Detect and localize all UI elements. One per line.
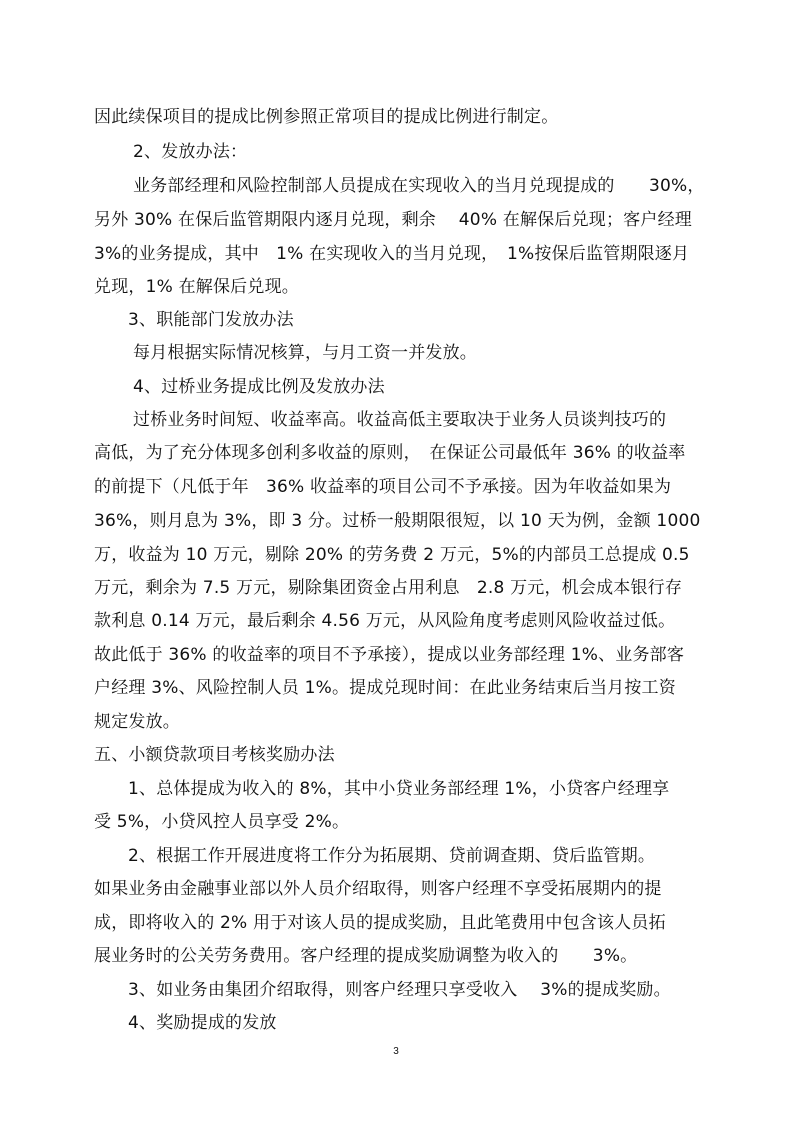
- section-heading: 4、过桥业务提成比例及发放办法: [133, 377, 385, 397]
- paragraph-line: 如果业务由金融事业部以外人员介绍取得，则客户经理不享受拓展期内的提: [94, 879, 662, 899]
- paragraph-line: 过桥业务时间短、收益率高。收益高低主要取决于业务人员谈判技巧的: [133, 410, 667, 430]
- paragraph-line: 展业务时的公关劳务费用。客户经理的提成奖励调整为收入的 3%。: [94, 946, 638, 966]
- paragraph-line: 每月根据实际情况核算，与月工资一并发放。: [133, 343, 477, 363]
- paragraph-line: 3、如业务由集团介绍取得，则客户经理只享受收入 3%的提成奖励。: [128, 980, 671, 1000]
- paragraph-line: 规定发放。: [94, 712, 180, 732]
- section-heading: 2、发放办法：: [133, 142, 248, 162]
- paragraph-line: 1、总体提成为收入的 8%，其中小贷业务部经理 1%，小贷客户经理享: [128, 779, 670, 799]
- paragraph-line: 因此续保项目的提成比例参照正常项目的提成比例进行制定。: [94, 107, 559, 127]
- paragraph-line: 成，即将收入的 2% 用于对该人员的提成奖励，且此笔费用中包含该人员拓: [94, 913, 666, 933]
- paragraph-line: 另外 30% 在保后监管期限内逐月兑现，剩余 40% 在解保后兑现；客户经理: [94, 210, 692, 230]
- paragraph-line: 款利息 0.14 万元，最后剩余 4.56 万元，从风险角度考虑则风险收益过低。: [94, 611, 676, 631]
- paragraph-line: 的前提下（凡低于年 36% 收益率的项目公司不予承接。因为年收益如果为: [94, 477, 672, 497]
- paragraph-line: 受 5%，小贷风控人员享受 2%。: [94, 812, 350, 832]
- page-number: 3: [393, 1046, 399, 1057]
- paragraph-line: 户经理 3%、风险控制人员 1%。提成兑现时间：在此业务结束后当月按工资: [94, 678, 676, 698]
- paragraph-line: 万元，剩余为 7.5 万元，剔除集团资金占用利息 2.8 万元，机会成本银行存: [94, 578, 683, 598]
- paragraph-line: 业务部经理和风险控制部人员提成在实现收入的当月兑现提成的 30%，: [133, 176, 705, 196]
- section-heading: 3、职能部门发放办法: [128, 310, 294, 330]
- paragraph-line: 高低，为了充分体现多创利多收益的原则， 在保证公司最低年 36% 的收益率: [94, 443, 686, 463]
- paragraph-line: 2、根据工作开展进度将工作分为拓展期、贷前调查期、贷后监管期。: [128, 846, 656, 866]
- paragraph-line: 3%的业务提成，其中 1% 在实现收入的当月兑现， 1%按保后监管期限逐月: [94, 244, 690, 264]
- section-heading: 4、奖励提成的发放: [128, 1013, 277, 1033]
- section-heading: 五、小额贷款项目考核奖励办法: [94, 745, 335, 765]
- paragraph-line: 36%，则月息为 3%，即 3 分。过桥一般期限很短，以 10 天为例，金额 1000: [94, 511, 701, 531]
- paragraph-line: 兑现，1% 在解保后兑现。: [94, 277, 299, 297]
- paragraph-line: 故此低于 36% 的收益率的项目不予承接），提成以业务部经理 1%、业务部客: [94, 645, 685, 665]
- paragraph-line: 万，收益为 10 万元，剔除 20% 的劳务费 2 万元，5%的内部员工总提成 0.5: [94, 545, 690, 565]
